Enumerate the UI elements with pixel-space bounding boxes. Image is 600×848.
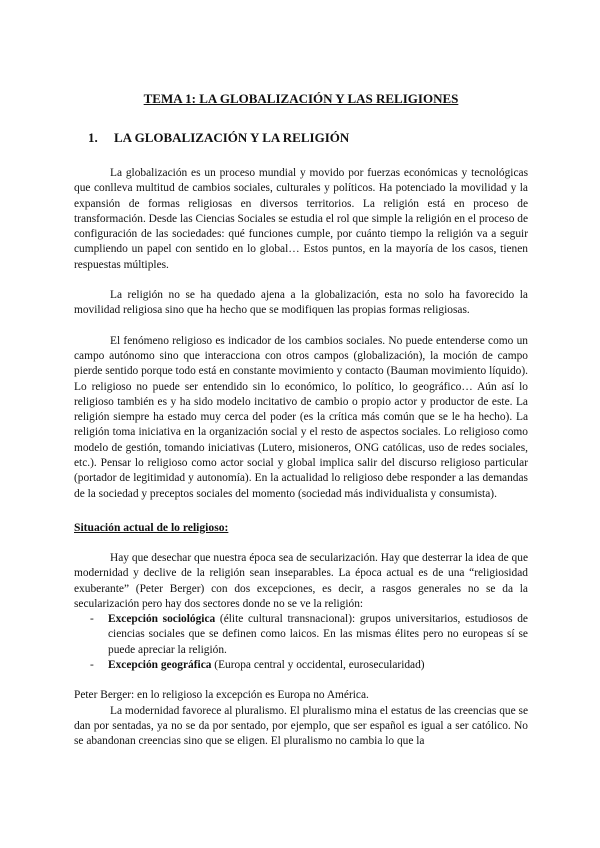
paragraph-2: La religión no se ha quedado ajena a la globalización, esta no solo ha favorecido la movilidad religiosa sino que ha hecho que se modifiquen las propias formas religiosas. bbox=[74, 289, 528, 317]
note-line: Peter Berger: en lo religioso la excepción es Europa no América. bbox=[74, 689, 369, 702]
list-item bbox=[90, 658, 528, 673]
paragraph-5: La modernidad favorece al pluralismo. El pluralismo mina el estatus de las creencias que se dan por sentadas, ya no se da por sentado, por ejemplo, que ser español es igual a ser católico. No se abandonan creencias sino que se eligen. El pluralismo no cambia lo que la bbox=[74, 704, 528, 748]
section-title: LA GLOBALIZACIÓN Y LA RELIGIÓN bbox=[114, 130, 350, 145]
list-item-bold: Excepción sociológica bbox=[108, 613, 216, 626]
paragraph-4: Hay que desechar que nuestra época sea de secularización. Hay que desterrar la idea de que modernidad y declive de la religión sean inseparables. La época actual es de una “religiosidad exuberante” (Peter Berger) con dos excepciones, es decir, a rasgos generales no se da la secularización pero hay dos sectores donde no se ve la religión: bbox=[74, 551, 528, 610]
paragraph-1: La globalización es un proceso mundial y movido por fuerzas económicas y tecnológicas que conlleva multitud de cambios sociales, culturales y políticos. Ha potenciado la movilidad y la expansión de formas religiosas en diversos territorios. La religión está en proceso de transformación. Desde las Ciencias Sociales se estudia el rol que simple la religión en el proceso de configuración de las sociedades: qué funciones cumple, por cuánto tiempo la religión va a seguir cumpliendo un papel con sentido en lo global… Estos puntos, en la mayoría de los casos, tienen respuestas múltiples. bbox=[74, 167, 528, 271]
list-item bbox=[90, 612, 528, 658]
page-title: TEMA 1: LA GLOBALIZACIÓN Y LAS RELIGIONES bbox=[143, 91, 459, 106]
section-number: 1. bbox=[88, 130, 98, 145]
section-heading bbox=[74, 129, 528, 146]
list-marker: - bbox=[90, 613, 94, 626]
subheading: Situación actual de lo religioso: bbox=[74, 520, 229, 534]
paragraph-3: El fenómeno religioso es indicador de los cambios sociales. No puede entenderse como un campo autónomo sino que interacciona con otros campos (globalización), la moción de campo pierde sentido porque todo está en constante movimiento y contacto (Bauman movimiento líquido). Lo religioso no puede ser entendido sin lo económico, lo político, lo geográfico… Aún así lo religioso también es y ha sido modelo incitativo de cambio o propio actor y productor de este. La religión siempre ha estado muy cerca del poder (es la crítica más común que se le ha hecho). La religión toma iniciativa en la organización social y el resto de aspectos sociales. Lo religioso como modelo de gestión, tomando iniciativas (Lutero, misioneros, ONG católicas, uso de redes sociales, etc.). Pensar lo religioso como actor social y global implica salir del discurso religioso particular (portador de legitimidad y autonomía). En la actualidad lo religioso debe responder a las demandas de la sociedad y preceptos sociales del momento (sociedad más individualista y consumista). bbox=[74, 334, 528, 500]
list-marker: - bbox=[90, 659, 94, 672]
list-item-text: (Europa central y occidental, eurosecularidad) bbox=[211, 659, 425, 672]
list-item-bold: Excepción geográfica bbox=[108, 659, 212, 672]
exceptions-list bbox=[74, 612, 528, 673]
document-body bbox=[74, 80, 528, 750]
list-item-text: (élite cultural transnacional): grupos universitarios, estudiosos de ciencias sociales que se definen como laicos. En las mismas élites pero no europeas sí se puede apreciar la religión. bbox=[108, 613, 528, 656]
